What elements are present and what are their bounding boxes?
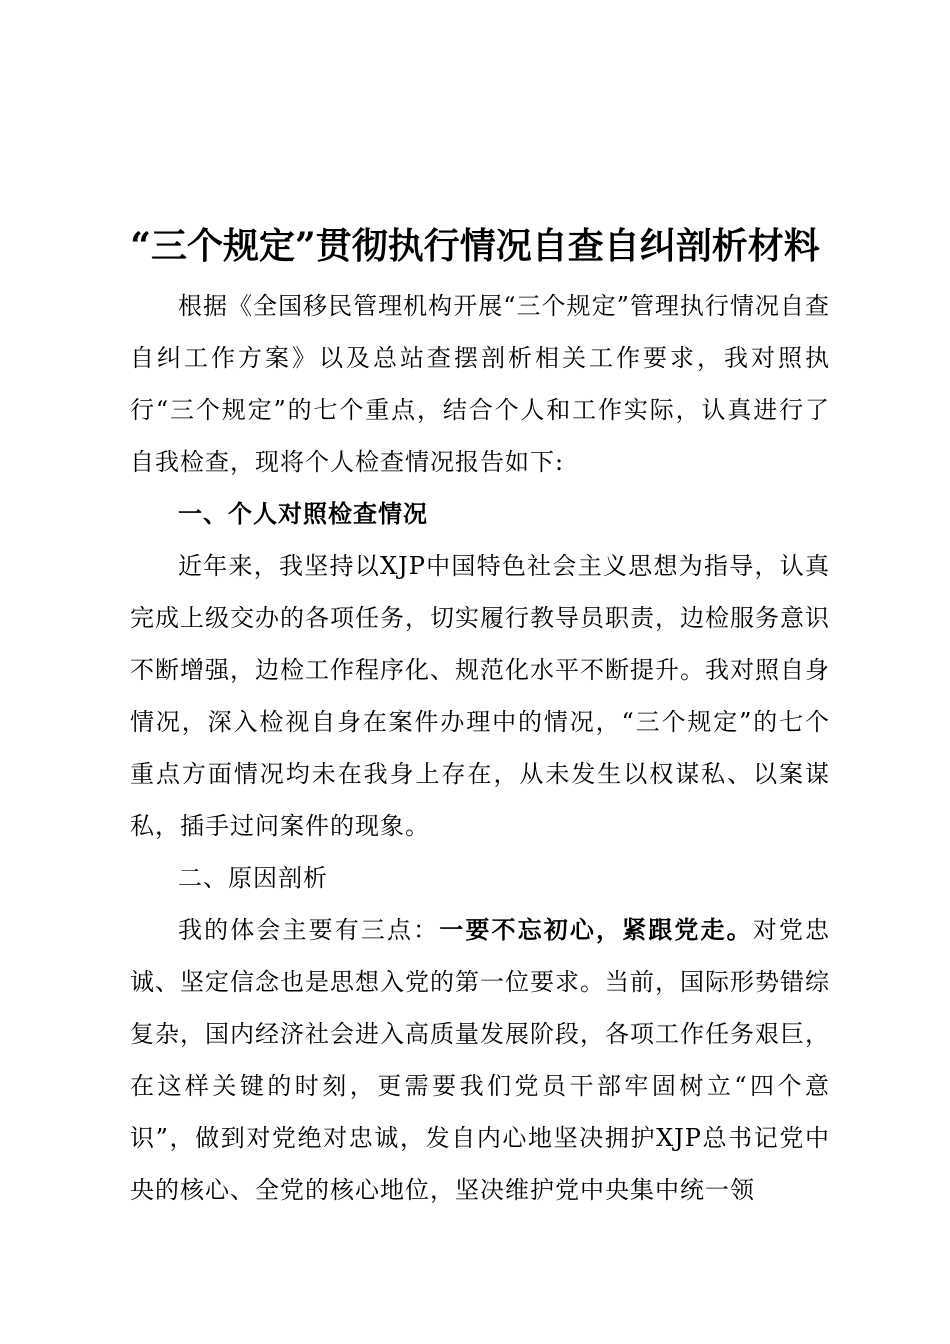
section2-emphasis: 一要不忘初心，紧跟党走。	[439, 915, 753, 944]
section2-paragraph	[130, 904, 830, 1216]
section1-heading: 一、个人对照检查情况	[178, 499, 428, 528]
document-title: “三个规定”贯彻执行情况自查自纠剖析材料	[130, 225, 820, 267]
intro-paragraph: 根据《全国移民管理机构开展“三个规定”管理执行情况自查自纠工作方案》以及总站查摆剖析相关工作要求，我对照执行“三个规定”的七个重点，结合个人和工作实际，认真进行了自我检查，现将个人检查情况报告如下:	[130, 292, 830, 476]
section2-heading: 二、原因剖析	[178, 864, 328, 892]
section2-lead: 我的体会主要有三点：	[178, 916, 440, 944]
section1-paragraph: 近年来，我坚持以XJP中国特色社会主义思想为指导，认真完成上级交办的各项任务，切实履行教导员职责，边检服务意识不断增强，边检工作程序化、规范化水平不断提升。我对照自身情况，深入检视自身在案件办理中的情况，“三个规定”的七个重点方面情况均未在我身上存在，从未发生以权谋私、以案谋私，插手过问案件的现象。	[130, 552, 830, 840]
section2-body: 对党忠诚、坚定信念也是思想入党的第一位要求。当前，国际形势错综复杂，国内经济社会进入高质量发展阶段，各项工作任务艰巨，在这样关键的时刻，更需要我们党员干部牢固树立“四个意识”，做到对党绝对忠诚，发自内心地坚决拥护XJP总书记党中央的核心、全党的核心地位，坚决维护党中央集中统一领	[130, 916, 830, 1204]
document-body	[130, 280, 830, 1216]
